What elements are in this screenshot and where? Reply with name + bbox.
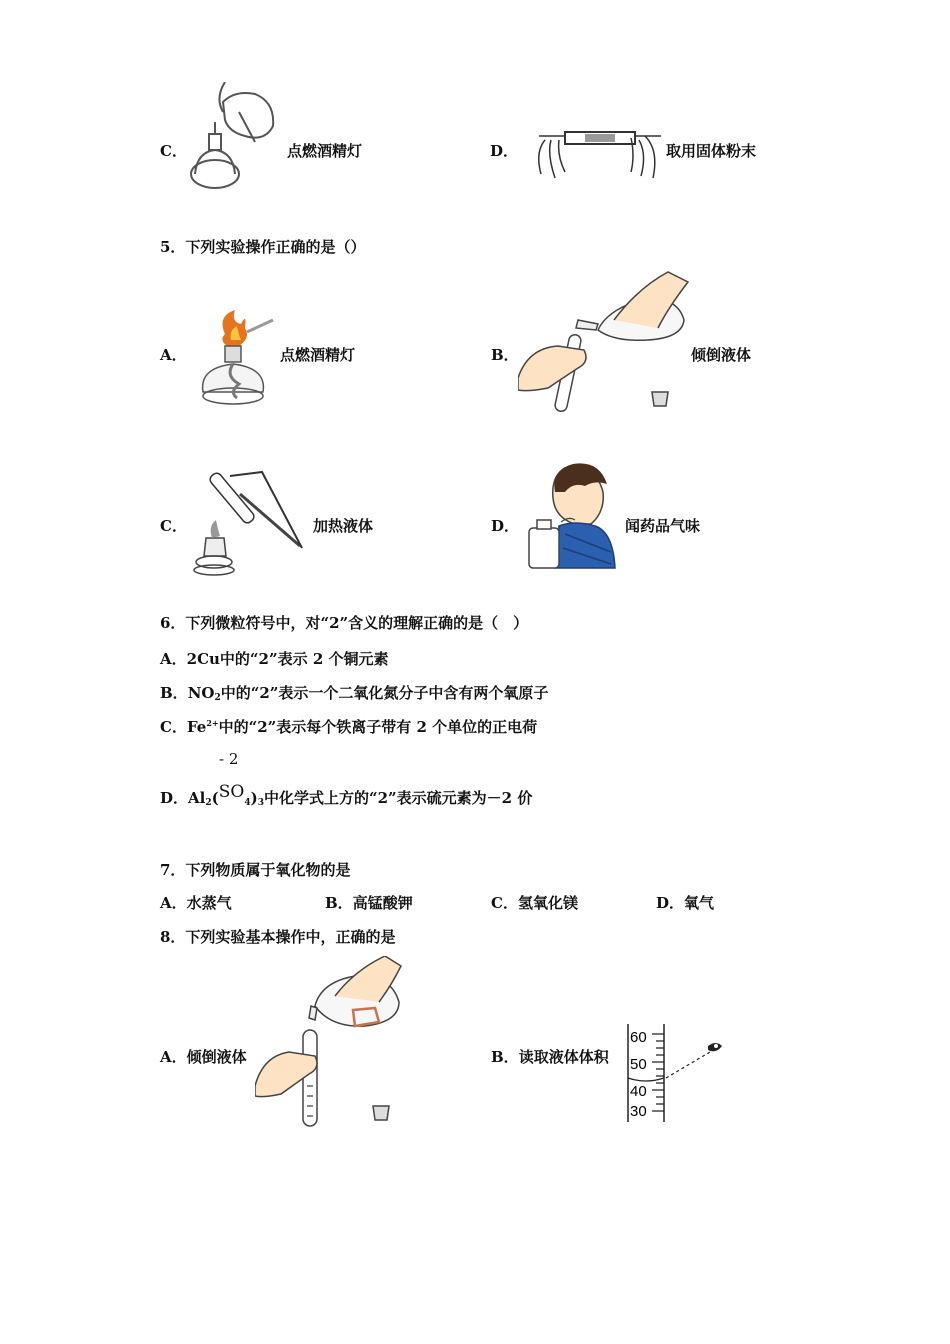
q4-option-c-text: 点燃酒精灯 [287, 142, 363, 160]
q8-option-a [160, 1046, 247, 1067]
q6-option-d-formula-so-sub: 4 [244, 798, 251, 808]
graduated-cylinder-figure [622, 1024, 732, 1124]
q7-option-b [325, 892, 413, 913]
q7-option-a-text: 水蒸气 [186, 894, 232, 912]
q5-stem: 5．下列实验操作正确的是（） [160, 238, 366, 256]
q6-option-d-letter: D． [160, 789, 189, 807]
alcohol-lamp-lighting-figure [185, 82, 285, 192]
q7-option-d-text: 氧气 [684, 894, 715, 912]
cylinder-tick-40: 40 [630, 1083, 647, 1100]
heat-liquid-figure [192, 466, 310, 578]
q6-option-b-formula: NO [187, 684, 215, 702]
q5-option-d-text: 闻药品气味 [625, 517, 701, 535]
q5-option-b-text: 倾倒液体 [691, 346, 752, 364]
q6-option-c-formula-sup: 2+ [206, 718, 219, 728]
q7-option-c-text: 氢氧化镁 [517, 894, 578, 912]
q6-option-d-formula-close-sub: 3 [257, 798, 264, 808]
q6-option-d [160, 782, 533, 808]
q6-option-d-formula-paren-close: ) [250, 789, 258, 807]
q6-option-a-formula: 2Cu [186, 650, 220, 668]
q7-option-b-text: 高锰酸钾 [352, 894, 413, 912]
smell-chemical-figure [525, 462, 617, 572]
q8-option-a-text: 倾倒液体 [186, 1048, 247, 1066]
q8-stem: 8．下列实验基本操作中，正确的是 [160, 928, 396, 946]
q6-option-a-letter: A． [160, 650, 187, 668]
pour-liquid-figure-q8 [255, 956, 405, 1128]
q6-option-b-text: 中的“2”表示一个二氧化氮分子中含有两个氧原子 [220, 684, 549, 702]
q8-option-b-text: 读取液体体积 [518, 1048, 609, 1066]
q4-option-d-text: 取用固体粉末 [666, 142, 757, 160]
q6-option-d-text: 中化学式上方的“2”表示硫元素为－2 价 [263, 789, 533, 807]
q6-option-d-formula-paren-open: ( [211, 789, 219, 807]
q6-option-a [160, 648, 389, 669]
q6-option-d-formula-so: SO [218, 782, 245, 802]
q6-option-d-formula-al-sub: 2 [205, 798, 212, 808]
cylinder-tick-50: 50 [630, 1056, 647, 1073]
q5-option-b-letter: B． [491, 346, 519, 364]
q8-option-a-letter: A． [160, 1048, 187, 1066]
q7-option-d [656, 892, 714, 913]
q7-option-d-letter: D． [656, 894, 685, 912]
q5-option-a-letter: A． [160, 346, 187, 364]
q6-option-c-text: 中的“2”表示每个铁离子带有 2 个单位的正电荷 [218, 718, 538, 736]
alcohol-lamp-match-figure [195, 310, 285, 412]
q6-option-d-valence: - 2 [219, 750, 239, 768]
q5-option-c-letter: C． [160, 517, 187, 535]
q7-option-a-letter: A． [160, 894, 187, 912]
pour-liquid-figure [518, 268, 693, 416]
q6-option-d-formula-al: Al [188, 789, 206, 807]
q6-option-b [160, 682, 548, 703]
q7-option-a [160, 892, 232, 913]
q6-stem: 6．下列微粒符号中，对“2”含义的理解正确的是（ ） [160, 614, 529, 632]
q7-stem: 7．下列物质属于氧化物的是 [160, 861, 351, 879]
q6-option-c-formula: Fe [186, 718, 207, 736]
q7-option-c [491, 892, 578, 913]
q6-option-c-letter: C． [160, 718, 187, 736]
q7-option-c-letter: C． [491, 894, 518, 912]
q5-option-d-letter: D． [491, 517, 520, 535]
q4-option-c-letter: C． [160, 142, 187, 160]
q5-option-c-text: 加热液体 [313, 517, 374, 535]
q8-option-b [491, 1046, 609, 1067]
q6-option-b-formula-sub: 2 [214, 693, 221, 703]
cylinder-tick-60: 60 [630, 1029, 647, 1046]
q6-option-a-text: 中的“2”表示 2 个铜元素 [219, 650, 389, 668]
q7-option-b-letter: B． [325, 894, 353, 912]
q6-option-b-letter: B． [160, 684, 188, 702]
q4-option-d-letter: D． [490, 142, 519, 160]
q8-option-b-letter: B． [491, 1048, 519, 1066]
cylinder-tick-30: 30 [630, 1103, 647, 1120]
q6-option-c [160, 716, 537, 737]
q5-option-a-text: 点燃酒精灯 [280, 346, 356, 364]
powder-test-tube-figure [535, 122, 665, 184]
